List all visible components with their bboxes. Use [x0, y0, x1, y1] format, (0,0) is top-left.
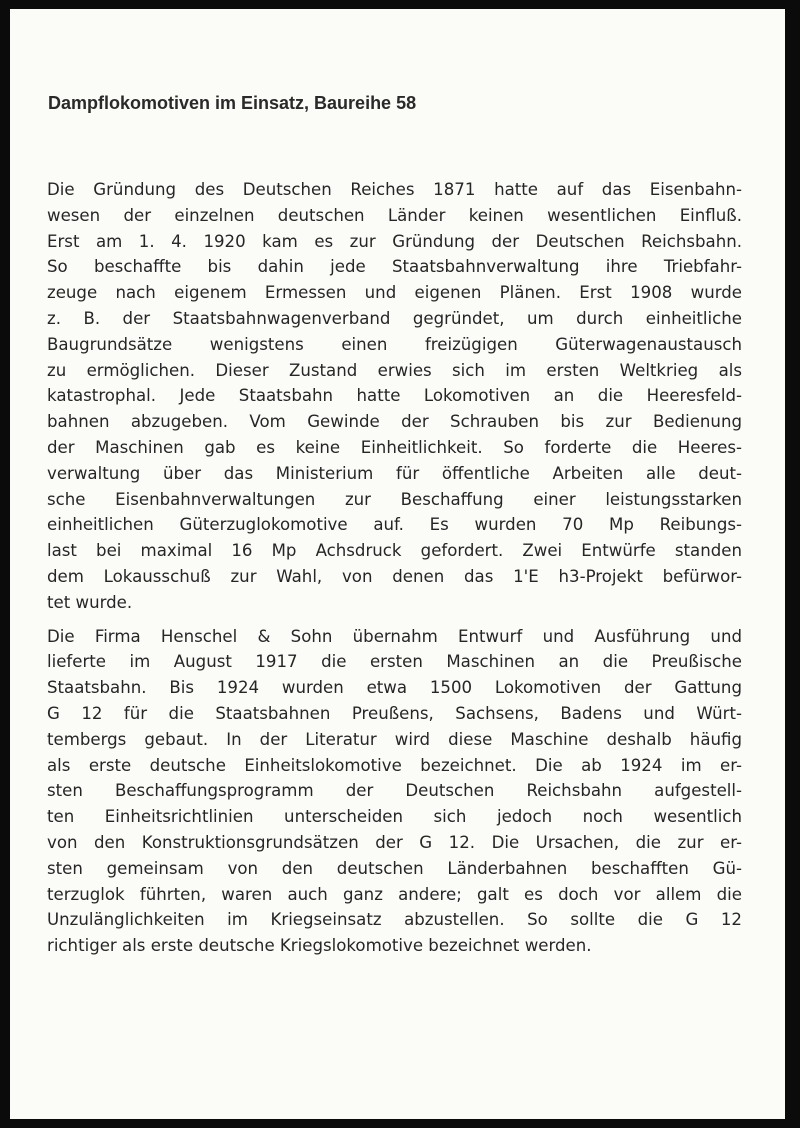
text-line: terzuglok führten, waren auch ganz andere; galt es doch vor allem die	[47, 884, 742, 904]
text-line: Unzulänglichkeiten im Kriegseinsatz abzustellen. So sollte die G 12	[47, 910, 742, 930]
text-line: einheitlichen Güterzuglokomotive auf. Es wurden 70 Mp Reibungs-	[47, 515, 742, 535]
text-line: lieferte im August 1917 die ersten Maschinen an die Preußische	[47, 652, 742, 672]
text-line: der Maschinen gab es keine Einheitlichkeit. So forderte die Heeres-	[47, 437, 742, 457]
text-line: Die Firma Henschel & Sohn übernahm Entwurf und Ausführung und	[47, 626, 742, 646]
body-text	[47, 177, 742, 959]
text-line: von den Konstruktionsgrundsätzen der G 12. Die Ursachen, die zur er-	[47, 832, 742, 852]
text-line: bahnen abzugeben. Vom Gewinde der Schrauben bis zur Bedienung	[47, 412, 742, 432]
text-line: G 12 für die Staatsbahnen Preußens, Sachsens, Badens und Würt-	[47, 703, 742, 723]
text-line: sten Beschaffungsprogramm der Deutschen Reichsbahn aufgestell-	[47, 781, 742, 801]
document-page	[10, 9, 785, 1119]
text-line: wesen der einzelnen deutschen Länder keinen wesentlichen Einfluß.	[47, 205, 742, 225]
text-line: z. B. der Staatsbahnwagenverband gegründet, um durch einheitliche	[47, 308, 742, 328]
text-line: So beschaffte bis dahin jede Staatsbahnverwaltung ihre Triebfahr-	[47, 257, 742, 277]
text-line: richtiger als erste deutsche Kriegslokomotive bezeichnet werden.	[47, 936, 592, 956]
text-line: Baugrundsätze wenigstens einen freizügigen Güterwagenaustausch	[47, 334, 742, 354]
text-line: dem Lokausschuß zur Wahl, von denen das 1'E h3-Projekt befürwor-	[47, 566, 742, 586]
text-line: tembergs gebaut. In der Literatur wird diese Maschine deshalb häufig	[47, 729, 742, 749]
document-title: Dampflokomotiven im Einsatz, Baureihe 58	[48, 93, 417, 113]
text-line: last bei maximal 16 Mp Achsdruck gefordert. Zwei Entwürfe standen	[47, 541, 742, 561]
text-line: zeuge nach eigenem Ermessen und eigenen Plänen. Erst 1908 wurde	[47, 283, 742, 303]
paragraph-gap	[47, 616, 742, 624]
text-line: sten gemeinsam von den deutschen Länderbahnen beschafften Gü-	[47, 858, 742, 878]
text-line: Staatsbahn. Bis 1924 wurden etwa 1500 Lokomotiven der Gattung	[47, 678, 742, 698]
text-line: verwaltung über das Ministerium für öffentliche Arbeiten alle deut-	[47, 463, 742, 483]
text-line: Die Gründung des Deutschen Reiches 1871 hatte auf das Eisenbahn-	[47, 180, 742, 199]
text-line: als erste deutsche Einheitslokomotive bezeichnet. Die ab 1924 im er-	[47, 755, 742, 775]
text-line: tet wurde.	[47, 592, 133, 612]
text-line: katastrophal. Jede Staatsbahn hatte Lokomotiven an die Heeresfeld-	[47, 386, 742, 406]
text-line: zu ermöglichen. Dieser Zustand erwies sich im ersten Weltkrieg als	[47, 360, 742, 380]
paragraph-2	[47, 624, 742, 959]
text-line: ten Einheitsrichtlinien unterscheiden sich jedoch noch wesentlich	[47, 807, 742, 827]
paragraph-1	[47, 177, 742, 616]
text-line: Erst am 1. 4. 1920 kam es zur Gründung der Deutschen Reichsbahn.	[47, 231, 742, 251]
text-line: sche Eisenbahnverwaltungen zur Beschaffung einer leistungsstarken	[47, 489, 742, 509]
